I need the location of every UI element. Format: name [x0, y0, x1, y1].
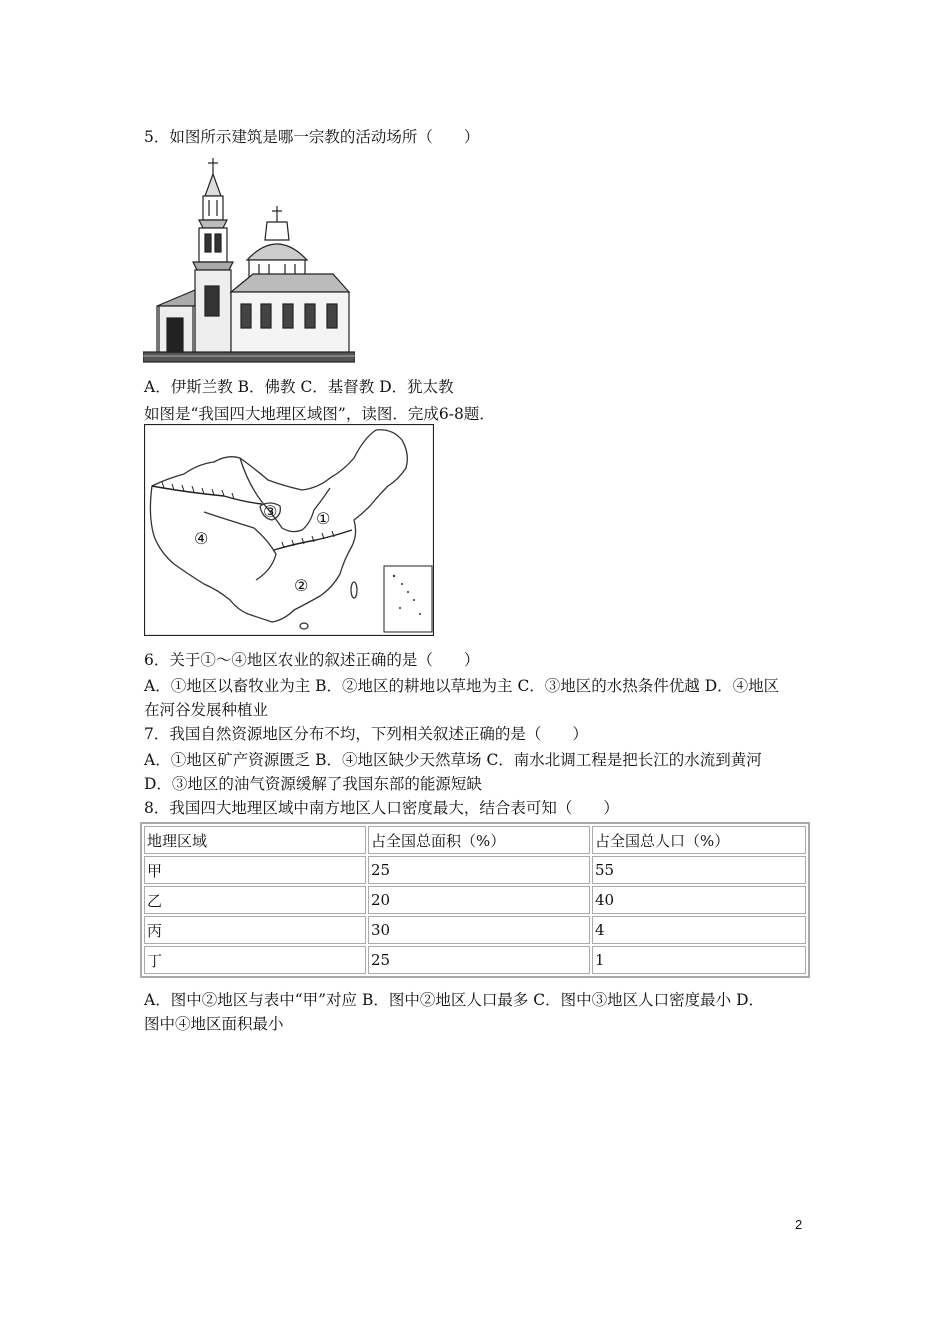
table-cell: 40: [592, 886, 806, 914]
table-row: [144, 886, 806, 914]
table-header-cell: 占全国总面积（%）: [368, 826, 590, 854]
map-label-3: ③: [263, 502, 278, 521]
church-illustration: [143, 156, 355, 366]
china-regions-map: [144, 424, 434, 636]
table-row: [144, 946, 806, 974]
q8-options-line1: A．图中②地区与表中“甲”对应 B．图中②地区人口最多 C．图中③地区人口密度最小 D．: [144, 991, 765, 1009]
region-data-table: [140, 822, 810, 978]
table-cell: 25: [368, 856, 590, 884]
table-header-cell: 地理区域: [144, 826, 366, 854]
q8-stem: 8．我国四大地理区域中南方地区人口密度最大，结合表可知（ ）: [144, 799, 619, 817]
q6-options-line2: 在河谷发展种植业: [144, 701, 269, 719]
table-cell: 55: [592, 856, 806, 884]
map-label-4: ④: [194, 529, 209, 548]
q6-options-line1: A．①地区以畜牧业为主 B．②地区的耕地以草地为主 C．③地区的水热条件优越 D．④地区: [144, 677, 780, 695]
table-header-row: [144, 826, 806, 854]
table-cell: 25: [368, 946, 590, 974]
table-cell: 20: [368, 886, 590, 914]
table-cell: 丁: [144, 946, 366, 974]
map-label-1: ①: [316, 509, 331, 528]
table-row: [144, 856, 806, 884]
table-row: [144, 916, 806, 944]
q7-options-line2: D．③地区的油气资源缓解了我国东部的能源短缺: [144, 775, 482, 793]
map-label-2: ②: [294, 576, 309, 595]
q7-options-line1: A．①地区矿产资源匮乏 B．④地区缺少天然草场 C．南水北调工程是把长江的水流到黄河: [144, 751, 762, 769]
map-intro: 如图是“我国四大地理区域图”，读图．完成6-8题．: [144, 405, 495, 423]
q5-options: A．伊斯兰教 B．佛教 C．基督教 D．犹太教: [144, 378, 454, 396]
q5-stem: 5．如图所示建筑是哪一宗教的活动场所（ ）: [144, 128, 480, 146]
table-cell: 乙: [144, 886, 366, 914]
table-cell: 1: [592, 946, 806, 974]
page-number: 2: [795, 1217, 803, 1232]
q7-stem: 7．我国自然资源地区分布不均，下列相关叙述正确的是（ ）: [144, 725, 588, 743]
table-header-cell: 占全国总人口（%）: [592, 826, 806, 854]
table-cell: 4: [592, 916, 806, 944]
q8-options-line2: 图中④地区面积最小: [144, 1015, 284, 1033]
south-china-sea-inset: [384, 566, 432, 632]
table-cell: 30: [368, 916, 590, 944]
table-cell: 丙: [144, 916, 366, 944]
table-cell: 甲: [144, 856, 366, 884]
q6-stem: 6．关于①～④地区农业的叙述正确的是（ ）: [144, 651, 480, 669]
